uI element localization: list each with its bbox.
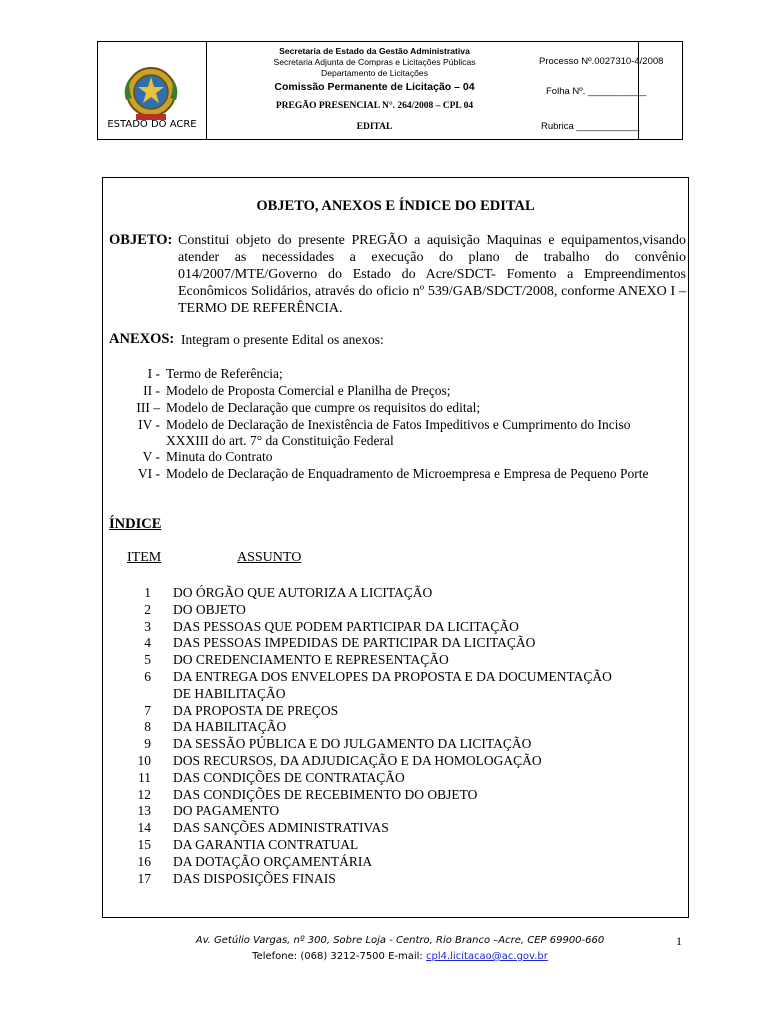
header-edital: EDITAL: [356, 122, 393, 132]
rubric-field: Rubrica ____________: [541, 121, 640, 132]
page-title: OBJETO, ANEXOS E ÍNDICE DO EDITAL: [256, 198, 535, 214]
objeto-label: OBJETO:: [109, 232, 173, 248]
indice-text: DO ÓRGÃO QUE AUTORIZA A LICITAÇÃO: [173, 585, 433, 600]
indice-text: DA SESSÃO PÚBLICA E DO JULGAMENTO DA LICITAÇÃO: [173, 736, 532, 752]
indice-text: DA HABILITAÇÃO: [173, 719, 287, 735]
indice-number: 7: [144, 702, 151, 718]
anexo-text: Termo de Referência;: [166, 366, 283, 381]
indice-number: 15: [137, 837, 151, 852]
state-label: ESTADO DO ACRE: [107, 119, 197, 130]
state-seal-icon: [118, 62, 184, 124]
indice-text: DA GARANTIA CONTRATUAL: [173, 837, 359, 852]
indice-column-item: ITEM: [127, 550, 162, 565]
anexos-intro: Integram o presente Edital os anexos:: [181, 332, 384, 347]
process-number: Processo Nº.0027310-4/2008: [539, 56, 664, 67]
anexo-text: Modelo de Declaração de Inexistência de Fatos Impeditivos e Cumprimento do Inciso: [166, 417, 631, 432]
indice-text: DO CREDENCIAMENTO E REPRESENTAÇÃO: [173, 652, 449, 668]
header-department: Departamento de Licitações: [320, 68, 428, 78]
indice-number: 17: [137, 870, 151, 886]
indice-text: DO OBJETO: [173, 601, 246, 617]
indice-number: 4: [144, 635, 151, 651]
indice-text: DAS SANÇÕES ADMINISTRATIVAS: [173, 820, 389, 836]
indice-text: DA DOTAÇÃO ORÇAMENTÁRIA: [173, 853, 373, 869]
footer-email-link[interactable]: cpl4.licitacao@ac.gov.br: [425, 951, 548, 962]
indice-number: 5: [144, 652, 151, 668]
anexo-number: VI -: [137, 466, 160, 481]
indice-number: 6: [144, 669, 151, 684]
footer-contact: [0, 951, 770, 962]
indice-text: DE HABILITAÇÃO: [173, 685, 286, 701]
indice-text: DA PROPOSTA DE PREÇOS: [173, 702, 339, 718]
footer-phone: Telefone: (068) 3212-7500 E-mail:: [252, 951, 426, 962]
anexo-text: XXXIII do art. 7° da Constituição Federal: [166, 433, 394, 448]
header-adjunct-secretariat: Secretaria Adjunta de Compras e Licitações Públicas: [273, 57, 476, 67]
indice-number: 11: [138, 769, 151, 785]
indice-text: DAS PESSOAS QUE PODEM PARTICIPAR DA LICITAÇÃO: [173, 618, 519, 634]
page-number: 1: [676, 934, 682, 948]
indice-number: 12: [137, 786, 151, 802]
document-header: [97, 41, 683, 140]
indice-text: DO PAGAMENTO: [173, 803, 280, 819]
anexo-text: Modelo de Declaração de Enquadramento de Microempresa e Empresa de Pequeno Porte: [166, 466, 649, 481]
anexo-number: II -: [143, 383, 160, 398]
anexo-number: V -: [142, 449, 160, 464]
document-body-box: [102, 177, 689, 918]
indice-number: 1: [144, 585, 151, 600]
footer-address: Av. Getúlio Vargas, nº 300, Sobre Loja - Centro, Rio Branco –Acre, CEP 69900-660: [195, 935, 605, 946]
anexo-number: I -: [147, 366, 160, 381]
indice-text: DA ENTREGA DOS ENVELOPES DA PROPOSTA E DA DOCUMENTAÇÃO: [173, 669, 612, 684]
indice-text: DOS RECURSOS, DA ADJUDICAÇÃO E DA HOMOLOGAÇÃO: [173, 753, 542, 768]
header-pregao: PREGÃO PRESENCIAL N°. 264/2008 – CPL 04: [275, 101, 474, 111]
anexo-number: IV -: [138, 417, 160, 432]
indice-heading: ÍNDICE: [109, 516, 162, 532]
header-process-cell: [531, 42, 682, 139]
indice-number: 2: [144, 601, 151, 617]
indice-number: 13: [137, 803, 151, 819]
sheet-number: Folha Nº. ___________: [546, 86, 647, 97]
indice-text: DAS CONDIÇÕES DE RECEBIMENTO DO OBJETO: [173, 786, 478, 802]
indice-number: 9: [144, 736, 151, 752]
indice-number: 3: [144, 618, 151, 634]
indice-number: 10: [137, 753, 151, 768]
objeto-text: Constitui objeto do presente PREGÃO a aquisição Maquinas e equipamentos,visando atender as necessidades a execução do plano de trabalho do convênio 014/2007/MTE/Governo do Estado do Acre/SDCT- Fomento a Empreendimentos Econômicos Solidários, através do oficio nº 539/GAB/SDCT/2008, conforme ANEXO I – TERMO DE REFERÊNCIA.: [178, 233, 686, 316]
anexos-label: ANEXOS:: [109, 331, 175, 347]
anexo-text: Modelo de Declaração que cumpre os requisitos do edital;: [166, 400, 481, 415]
indice-number: 16: [137, 853, 151, 869]
anexo-text: Minuta do Contrato: [166, 449, 273, 464]
indice-number: 14: [137, 820, 151, 836]
anexo-number: III –: [136, 400, 160, 415]
indice-number: 8: [144, 719, 151, 735]
header-secretariat: Secretaria de Estado da Gestão Administrativa: [279, 46, 470, 56]
indice-text: DAS DISPOSIÇÕES FINAIS: [173, 870, 336, 886]
indice-text: DAS PESSOAS IMPEDIDAS DE PARTICIPAR DA LICITAÇÃO: [173, 635, 536, 651]
header-seal-cell: [98, 42, 207, 139]
indice-column-assunto: ASSUNTO: [237, 550, 302, 565]
header-commission: Comissão Permanente de Licitação – 04: [274, 81, 475, 93]
anexo-text: Modelo de Proposta Comercial e Planilha de Preços;: [166, 383, 451, 398]
indice-text: DAS CONDIÇÕES DE CONTRATAÇÃO: [173, 769, 405, 785]
